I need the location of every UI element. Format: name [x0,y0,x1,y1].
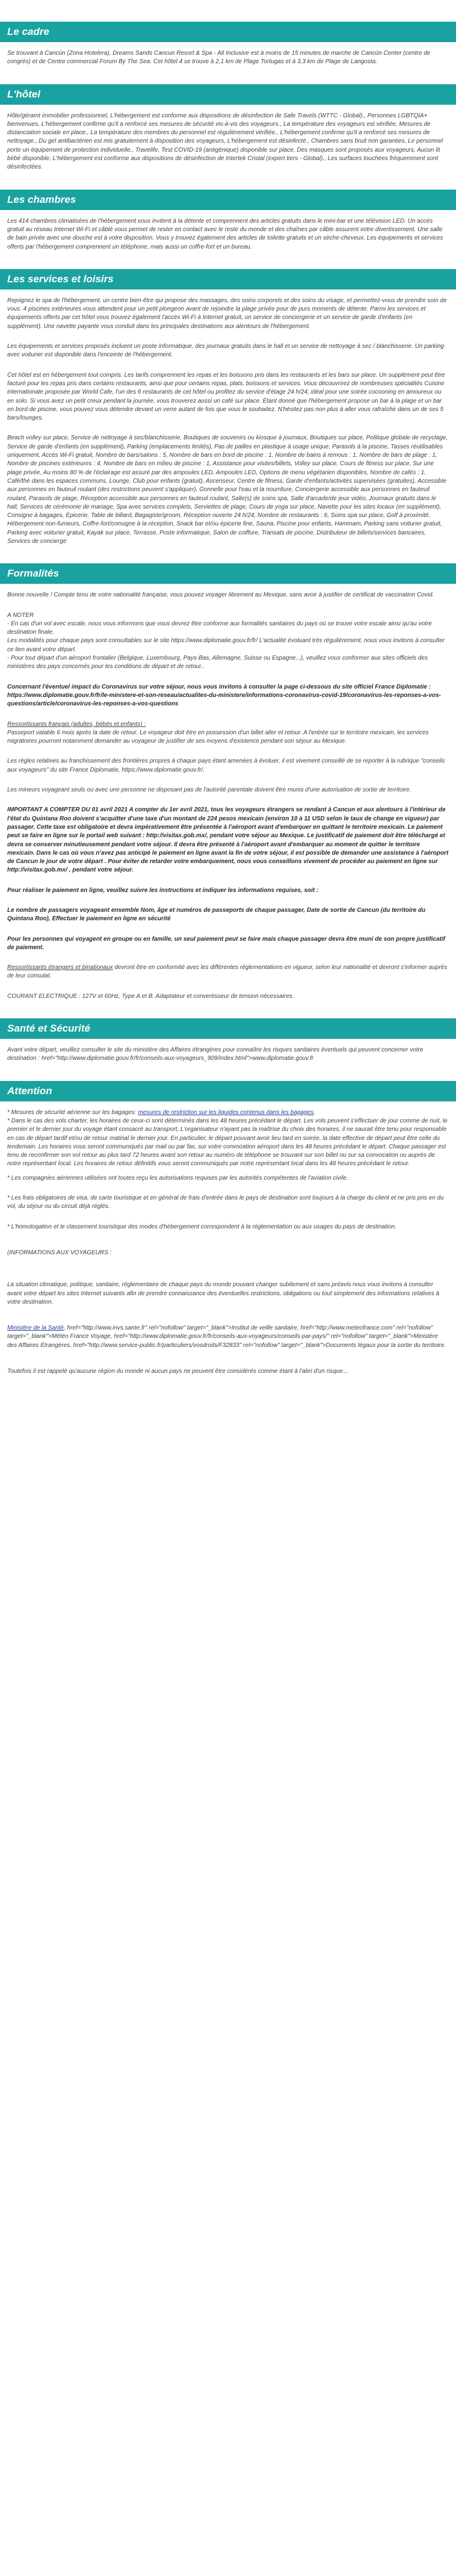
ministere-link[interactable]: Ministère de la Santé [7,1325,64,1332]
section-title: Le cadre [0,22,456,42]
binationaux-text: devront être en conformité avec les différentes réglementations en vigueur, selon leur nationalité et devront s'informer auprès de leur consulat. [7,964,448,980]
binationaux-block [7,964,449,981]
paiement-list: Le nombre de passagers voyageant ensemble Nom, âge et numéros de passeports de chaque passager, Date de sortie de Cancun (du territoire du Quintana Roo), Effectuer le paiement en ligne en sécurité [7,907,426,923]
bagages-prefix: * Mesures de sécurité aérienne sur les bagages: [7,1109,138,1116]
section-formalites [0,563,456,1001]
securite-text: Avant votre départ, veuillez consulter le site du ministère des Affaires étrangères pour connaître les risques sanitaires éventuels qui peuvent concerner votre destination : href="http://www.diplomatie.gouv.fr/fr/conseils-aux-voyageurs_909/index.html">www.diplomatie.gouv.fr [7,1047,424,1062]
section-title: L'hôtel [0,84,456,105]
bagages-text [7,1109,449,1117]
bagages-link[interactable]: mesures de restriction sur les liquides contenus dans les bagages [138,1109,314,1116]
mineurs-text: Les mineurs voyageant seuls ou avec une personne ne disposant pas de l'autorité parentale doivent être munis d'une autorisation de sortie de territoire. [7,787,411,794]
cadre-text: Se trouvant à Cancún (Zona Hotelera), Dreams Sands Cancun Resort & Spa - All Inclusive est à moins de 15 minutes de marche de Cancún Center (centre de congrès) et de Centre commercial Forum By The Sea. Cet hôtel 4 se trouve à 2,1 km de Plage Tortugas et à 3,3 km de Plage de Langosta. [7,50,431,66]
section-cadre [0,0,456,67]
ministere-block [7,1324,449,1350]
section-services [0,269,456,546]
note-label: A NOTER [7,611,34,619]
ressortissants-title: Ressortissants français (adultes, bébés et enfants) : [7,720,146,728]
situation-text: La situation climatique, politique, sanitaire, réglementaire de chaque pays du monde pouvant changer subitement et sans préavis nous vous invitons à consulter avant votre départ les sites Internet suivants afin de prendre connaissance des éventuelles restrictions, obligations ou tout simplement des informations relatives à votre destination. [7,1281,440,1305]
section-title: Attention [0,1081,456,1101]
formalites-intro: Bonne nouvelle ! Compte tenu de votre nationalité française, vous pouvez voyager librement au Mexique, sans avoir à justifier de certificat de vaccination Covid. [7,592,434,599]
note-item: - Pour tout départ d'un aéroport frontalier (Belgique, Luxembourg, Pays-Bas, Allemagne, Suisse ou Espagne...), veuillez vous conformer aux sites officiels des ministères des pays concernés pour les conditions de départ et de retour.. [7,655,428,670]
note-item: - En cas d'un vol avec escale, nous vous informons que vous devrez être conforme aux formalités sanitaires du pays où se trouve votre escale ainsi qu'au votre destination finale. [7,620,432,636]
regles-text: Les règles relatives au franchissement des frontières propres à chaque pays étant amenées à évoluer, il est vivement conseillé de se reporter à la rubrique "conseils aux voyageurs" du site France Diplomatie, https://www.diplomatie.gouv.fr/. [7,758,445,773]
ressortissants-block [7,720,449,746]
footer-text: Toutefois il est rappelé qu'aucune région du monde ni aucun pays ne peuvent être considérés comme étant à l'abri d'un risque... [7,1368,348,1375]
services-paragraph: Beach volley sur place, Service de nettoyage à sec/blanchisserie, Boutiques de souvenirs ou kiosque à journaux, Boutiques sur place, Politique globale de recyclage, Service de garde d'enfants (en supplément), Parking (emplacements limités), Pas de pailles en plastique à usage unique, Parasols à la piscine, Tasses réutilisables uniquement, Accès Wi-Fi gratuit, Nombre de bars/salons : 5, Nombre de bars en bord de piscine : 1, Nombre de bains à remous : 1, Nombre de bars de plage : 1, Nombre de piscines extérieures : 4, Nombre de bars en milieu de piscine : 1, Assistance pour visites/billets, Volley sur place, Cours de fitness sur place, Sur une plage privée, Au moins 80 % de l'éclairage est assuré par des ampoules LED, Ampoules LED, Options de menu végétarien disponibles, Nombre de cafés : 1, Café/thé dans les espaces communs, Lounge, Club pour enfants (gratuit), Ascenseur, Centre de fitness, Garde d'enfants/activités supervisées (gratuites), Accessible aux personnes en fauteuil roulant (des restrictions peuvent s'appliquer), Gonnelle pour l'eau et la nourriture, Conciergerie accessible aux personnes en fauteuil roulant, Parasols de plage, Réception accessible aux personnes en fauteuil roulant, Salle(s) de soins spa, Salle d'arcade/de jeux vidéo, Journaux gratuits dans le hall, Services de cérémonie de mariage, Spa avec services complets, Serviettes de plage, Cours de yoga sur place, Navette pour les sites locaux (en supplément), Consigne à bagages, Épicerie, Table de billard, Bagagiste/groom, Réception ouverte 24 h/24, Nombre de restaurants : 6, Soins spa sur place, Golf à proximité, Hébergement non-fumeurs, Coffre-fort/consigne à la réception, Snack bar et/ou épicerie fine, Sauna, Piscine pour enfants, Hammam, Parking sans voiturier gratuit, Parking avec voiturier gratuit, Kayak sur place, Terrasse, Poste informatique, Salon de coiffure, Transats de piscine, Distributeur de billets/services bancaires, Services de concierge [7,435,448,545]
groupe-notice: Pour les personnes qui voyagent en groupe ou en famille, un seul paiement peut se faire mais chaque passager devra être muni de son propre justificatif de paiement. [7,935,445,951]
bagages-suffix: . [313,1109,315,1116]
services-paragraph: Les équipements et services proposés incluent un poste informatique, des journaux gratuits dans le hall et un service de nettoyage à sec / blanchisserie. Un parking avec voiturier est disponible dans l'enceinte de l'hébergement. [7,343,444,359]
compagnies-text: * Les compagnies aériennes utilisées ont toutes reçu les autorisations requises par les autorités compétentes de l'aviation civile. [7,1174,348,1181]
ministere-text: , href="http://www.invs.sante.fr" rel="nofollow" target="_blank">Institut de veille sanitaire, href="http://www.meteofrance.com" rel="nofollow" target="_blank">Météo France Voyage, href="http://www.diplomatie.gouv.fr/fr/conseils-aux-voyageurs/conseils-par-pays/" rel="nofollow" target="_blank">Ministère des Affaires Étrangères, href="http://www.service-public.fr/particuliers/vosdroits/F32833" rel="nofollow" target="_blank">Documents légaux pour la sortie du territoire. [7,1325,446,1349]
section-title: Les services et loisirs [0,269,456,289]
ressortissants-text: Passeport valable 6 mois après la date de retour. Le voyageur doit être en possession d'un billet aller et retour. A l'entrée sur le territoire mexicain, les services migratoires pourront notamment demander au voyageur de justifier de ses moyens d'existence pendant son séjour au Mexique. [7,729,429,745]
homologation-text: * L'homologation et le classement touristique des modes d'hébergement correspondent à la réglementation ou aux usages du pays de destination. [7,1223,397,1230]
services-paragraph: Rejoignez le spa de l'hébergement, un centre bien-être qui propose des massages, des soins corporels et des soins du visage, et permettez-vous de prendre soin de vous. 4 piscines extérieures vous attendent pour un petit plongeon avant de rejoindre la plage privée pour de purs moments de détente. Parmi les services et équipements offerts par cet hôtel vous trouvez également l'accès Wi-Fi à Internet gratuit, un service de conciergerie et un service de garde d'enfants (en supplément). Une navette payante vous conduit dans les principales destinations aux alentours de l'hébergement. [7,297,447,330]
section-title: Les chambres [0,190,456,210]
section-hotel [0,84,456,172]
frais-text: * Les frais obligatoires de visa, de carte touristique et en général de frais d'entrée dans le pays de destination sont toujours à la charge du client et ne pris pris en du vol, du séjour ou du circuit déjà réglés. [7,1195,444,1210]
services-paragraph: Cet hôtel est en hébergement tout compris. Les tarifs comprennent les repas et les boissons pris dans les restaurants et les bars sur place. Un supplément peut être facturé pour les repas pris dans certains restaurants, ainsi que pour certains repas, plats, boissons et services. Vous découvrirez de nombreuses spécialités Cuisine internationale proposée par World Cafe, l'un des 6 restaurants de cet hôtel ou profitez du service d'étage 24 h/24, idéal pour une soirée cocooning en amoureux ou en solo. Si vous avez un petit creux pendant la journée, vous trouverez aussi un café sur place. Étant donné que l'hébergement propose un bar à la plage et un bar en bord de piscine, vous pouvez vous détendre devant un verre autant de fois que vous le souhaitez. N'hésitez pas non plus à aller vous rafraîchir dans un de ses 5 bars/lounges. [7,371,445,422]
section-title: Santé et Sécurité [0,1018,456,1039]
section-chambres [0,190,456,252]
horaires-text: * Dans le cas des vols charter, les horaires de ceux-ci sont déterminés dans les 48 heures précédant le départ. Les vols peuvent s'effectuer de jour comme de nuit, le premier et le dernier jour du voyage étant consacré au transport, L'organisateur n'ayant pas la maîtrise du choix des horaires, il ne saurait être tenu pour responsable en cas de départ tardif et/ou de retour matinal le dernier jour. En particulier, le départ pouvant avoir lieu tard en soirée, la date effective de départ peut être celle du lendemain. Les horaires vous seront communiqués par mail ou par fax, sur votre convocation aéroport dans les 48 heures précédant le départ. Chaque passager est tenu de reconfirmer son vol retour au plus tard 72 heures avant son retour au numéro de téléphone se trouvant sur son billet ou sur sa convocation ou auprès de notre représentant local. Les horaires de retour définitifs vous seront communiqués par notre représentant local dans les 48 heures précédant le retour. [7,1117,448,1168]
section-attention [0,1081,456,1376]
section-securite [0,1018,456,1064]
paiement-instructions: Pour réaliser le paiement en ligne, veuillez suivre les instructions et indiquer les informations requises, soit : [7,887,319,894]
chambres-text: Les 414 chambres climatisées de l'hébergement vous invitent à la détente et comprennent des articles gratuits dans le mini-bar et une télévision LED. Un accès gratuit au réseau Internet Wi-Fi et câblé vous permet de rester en contact avec le reste du monde et des chaînes par câble assurent votre divertissement. Une salle de bain privée avec une douche est à votre disposition. Vous y trouvez également des articles de toilette gratuits et un sèche-cheveux. Les équipements et services offerts par l'hébergement comprennent un téléphone, mais aussi un coffre-fort et un bureau. [7,217,443,250]
hotel-text: Hôte/géramt immobilier professionnel, L'hébergement est conforme aux dispositions de désinfection de Safe Travels (WTTC - Global)., Personnes LGBTQIA+ bienvenues, L'hébergement confirme qu'il a renforcé ses mesures de sécurité vis-à-vis des voyageurs., La température des voyageurs est vérifiée, Mesures de distanciation sociale en place., La température des membres du personnel est régulièrement vérifiée., L'hébergement confirme qu'il a renforcé ses mesures de nettoyage., Du gel antibactérien est mis gratuitement à disposition des voyageurs, L'hébergement est désinfecté., Chambres sans bruit non garanties, Le personnel porte un équipement de protection individuelle., Travelife, Test COVID-19 (antigénique) disponible sur place, Des masques sont proposés aux voyageurs, Aucun lit bébé disponible, L'hébergement est conforme aux dispositions de désinfection de Intertek Cristal (expert tiers - Global)., Les surfaces touchées fréquemment sont désinfectées. [7,112,443,171]
infos-label: (INFORMATIONS AUX VOYAGEURS : [7,1249,112,1256]
important-notice: IMPORTANT A COMPTER DU 01 avril 2021 A compter du 1er avril 2021, tous les voyageurs étrangers se rendant à Cancun et aux alentours à l'intérieur de l'état du Quintana Roo doivent s'acquitter d'une taxe d'un montant de 224 pesos mexicain (environ 10 à 11 USD selon le taux de change en vigueur) par passager. Cette taxe est obligatoire et devra impérativement être présentée à l'aéroport avant d'embarquer en quittant le territoire mexicain. Le paiement peut se faire en ligne sur le portail web suivant : http://visitax.gob.mx/, pendant votre séjour au Mexique. Le justificatif de paiement doit être téléchargé et devra se conserver minutieusement pendant votre séjour. Il devra être présenté à l'aéroport avant d'embarquer au moment de quitter le territoire mexicain. Dans le cas où vous n'avez pas anticipé le paiement en ligne avant la fin de votre séjour, il est possible de demander une assistance à l'aéroport de Cancun le jour de votre départ . Pour éviter de retarder votre embarquement, nous vous conseillons vivement de procéder au paiement en ligne sur http://visitax.gob.mx/ , pendant votre séjour. [7,807,449,874]
section-title: Formalités [0,563,456,584]
covid-notice: Concernant l'éventuel impact du Coronavirus sur votre séjour, nous vous invitons à consulter la page ci-dessous du site officiel France Diplomatie : https://www.diplomatie.gouv.fr/fr/le-ministere-et-son-reseau/actualites-du-ministere/informations-coronavirus-covid-19/coronavirus-les-reponses-a-vos-questions/article/coronavirus-les-reponses-a-vos-questions [7,683,441,708]
courant-text: COURANT ELECTRIQUE : 127V et 60Hz, Type A et B. Adaptateur et convertisseur de tension nécessaires. [7,992,294,1000]
binationaux-title: Ressortissants étrangers et binationaux [7,964,113,971]
note-item: Les modalités pour chaque pays sont consultables sur le site https://www.diplomatie.gouv.fr/fr/ L'actualité évoluant très régulièrement, nous vous invitons à consulter ce lien avant votre départ. [7,637,445,653]
